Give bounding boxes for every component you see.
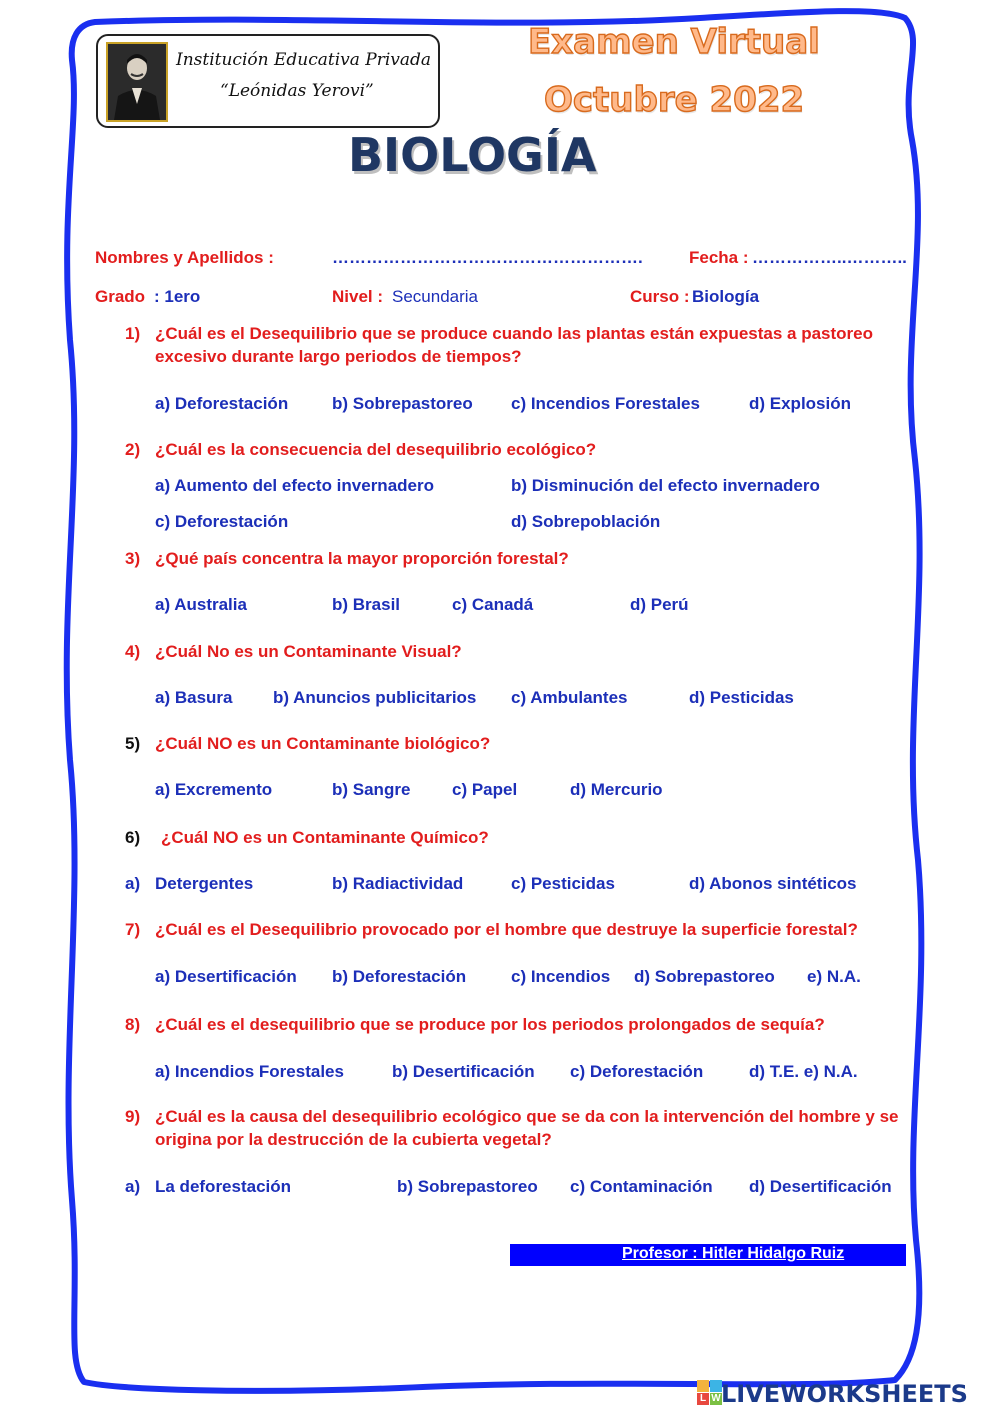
answer-option[interactable]: b) Disminución del efecto invernadero xyxy=(511,476,820,495)
question-text: ¿Cuál es el desequilibrio que se produce por los periodos prolongados de sequía? xyxy=(155,1015,825,1034)
answer-option[interactable]: d) Desertificación xyxy=(749,1177,892,1196)
icon-letter: W xyxy=(711,1393,721,1404)
subject-title: BIOLOGÍA xyxy=(348,128,597,182)
question-text: ¿Cuál es el Desequilibrio provocado por el hombre que destruye la superficie forestal? xyxy=(155,920,858,939)
answer-option[interactable]: c) Incendios xyxy=(511,967,611,986)
liveworksheets-brand: LIVEWORKSHEETS xyxy=(721,1380,968,1408)
answer-option[interactable]: a) Australia xyxy=(155,595,247,614)
answer-option[interactable]: d) Perú xyxy=(630,595,689,614)
date-label: Fecha : xyxy=(689,248,749,267)
answer-option[interactable]: b) Sangre xyxy=(332,780,411,799)
answer-option[interactable]: a) Deforestación xyxy=(155,394,289,413)
answer-option[interactable]: b) Sobrepastoreo xyxy=(332,394,473,413)
question-text: ¿Cuál NO es un Contaminante Químico? xyxy=(161,828,489,847)
question-number: 7) xyxy=(125,920,141,939)
professor-bar xyxy=(510,1244,906,1266)
answer-option-letter: a) xyxy=(125,1177,141,1196)
question-text: excesivo durante largo periodos de tiempos? xyxy=(155,347,522,366)
answer-option[interactable]: a) Aumento del efecto invernadero xyxy=(155,476,434,495)
answer-option[interactable]: d) Sobrepoblación xyxy=(511,512,661,531)
grade-value: : 1ero xyxy=(154,287,201,306)
answer-option[interactable]: d) Explosión xyxy=(749,394,851,413)
answer-option[interactable]: c) Deforestación xyxy=(155,512,289,531)
answer-option[interactable]: d) Pesticidas xyxy=(689,688,794,707)
question-number: 5) xyxy=(125,734,141,753)
answer-option[interactable]: Detergentes xyxy=(155,874,254,893)
answer-option[interactable]: b) Radiactividad xyxy=(332,874,464,893)
institution-name-line1: Institución Educativa Privada xyxy=(176,50,432,70)
level-value: Secundaria xyxy=(392,287,479,306)
question-text: ¿Cuál es la consecuencia del desequilibrio ecológico? xyxy=(155,440,597,459)
answer-option[interactable]: La deforestación xyxy=(155,1177,292,1196)
course-value: Biología xyxy=(692,287,760,306)
question-number: 1) xyxy=(125,324,141,343)
answer-option[interactable]: d) Mercurio xyxy=(570,780,663,799)
answer-option[interactable]: d) Abonos sintéticos xyxy=(689,874,857,893)
answer-option[interactable]: a) Incendios Forestales xyxy=(155,1062,344,1081)
founder-portrait xyxy=(106,42,168,122)
answer-option[interactable]: c) Canadá xyxy=(452,595,534,614)
level-label: Nivel : xyxy=(332,287,384,306)
question-text: origina por la destrucción de la cubierta vegetal? xyxy=(155,1130,552,1149)
names-label: Nombres y Apellidos : xyxy=(95,248,274,267)
answer-option[interactable]: c) Ambulantes xyxy=(511,688,628,707)
question-text: ¿Qué país concentra la mayor proporción forestal? xyxy=(155,549,569,568)
answer-option[interactable]: c) Contaminación xyxy=(570,1177,713,1196)
answer-option[interactable]: d) T.E. e) N.A. xyxy=(749,1062,858,1081)
names-field[interactable]: ………………………………………………. xyxy=(332,248,643,267)
answer-option[interactable]: a) Excremento xyxy=(155,780,273,799)
question-number: 9) xyxy=(125,1107,141,1126)
answer-option[interactable]: c) Papel xyxy=(452,780,518,799)
exam-title-line2: Octubre 2022 xyxy=(544,80,805,120)
answer-option[interactable]: b) Desertificación xyxy=(392,1062,535,1081)
exam-title-line1: Examen Virtual xyxy=(528,22,820,62)
answer-option-letter: a) xyxy=(125,874,141,893)
date-field[interactable]: ……………..……….. xyxy=(752,248,907,267)
question-number: 6) xyxy=(125,828,141,847)
answer-option[interactable]: a) Desertificación xyxy=(155,967,297,986)
course-label: Curso : xyxy=(630,287,690,306)
icon-letter: L xyxy=(697,1393,709,1405)
answer-option[interactable]: b) Deforestación xyxy=(332,967,467,986)
question-number: 4) xyxy=(125,642,141,661)
answer-option[interactable]: b) Brasil xyxy=(332,595,401,614)
question-text: ¿Cuál es el Desequilibrio que se produce cuando las plantas están expuestas a pastoreo xyxy=(155,324,874,343)
question-text: ¿Cuál No es un Contaminante Visual? xyxy=(155,642,462,661)
answer-option[interactable]: c) Deforestación xyxy=(570,1062,704,1081)
answer-option[interactable]: e) N.A. xyxy=(807,967,861,986)
question-number: 3) xyxy=(125,549,141,568)
answer-option[interactable]: a) Basura xyxy=(155,688,233,707)
answer-option[interactable]: b) Sobrepastoreo xyxy=(397,1177,538,1196)
institution-header xyxy=(96,34,440,128)
answer-option[interactable]: b) Anuncios publicitarios xyxy=(273,688,477,707)
liveworksheets-logo xyxy=(697,1380,995,1408)
answer-option[interactable]: c) Pesticidas xyxy=(511,874,615,893)
question-number: 8) xyxy=(125,1015,141,1034)
question-text: ¿Cuál es la causa del desequilibrio ecológico que se da con la intervención del hombre y se xyxy=(155,1107,899,1126)
answer-option[interactable]: c) Incendios Forestales xyxy=(511,394,700,413)
answer-option[interactable]: d) Sobrepastoreo xyxy=(634,967,775,986)
question-text: ¿Cuál NO es un Contaminante biológico? xyxy=(155,734,491,753)
grade-label: Grado xyxy=(95,287,146,306)
question-number: 2) xyxy=(125,440,141,459)
institution-name-line2: “Leónidas Yerovi” xyxy=(220,81,374,101)
professor-name: Profesor : Hitler Hidalgo Ruiz xyxy=(622,1245,845,1262)
